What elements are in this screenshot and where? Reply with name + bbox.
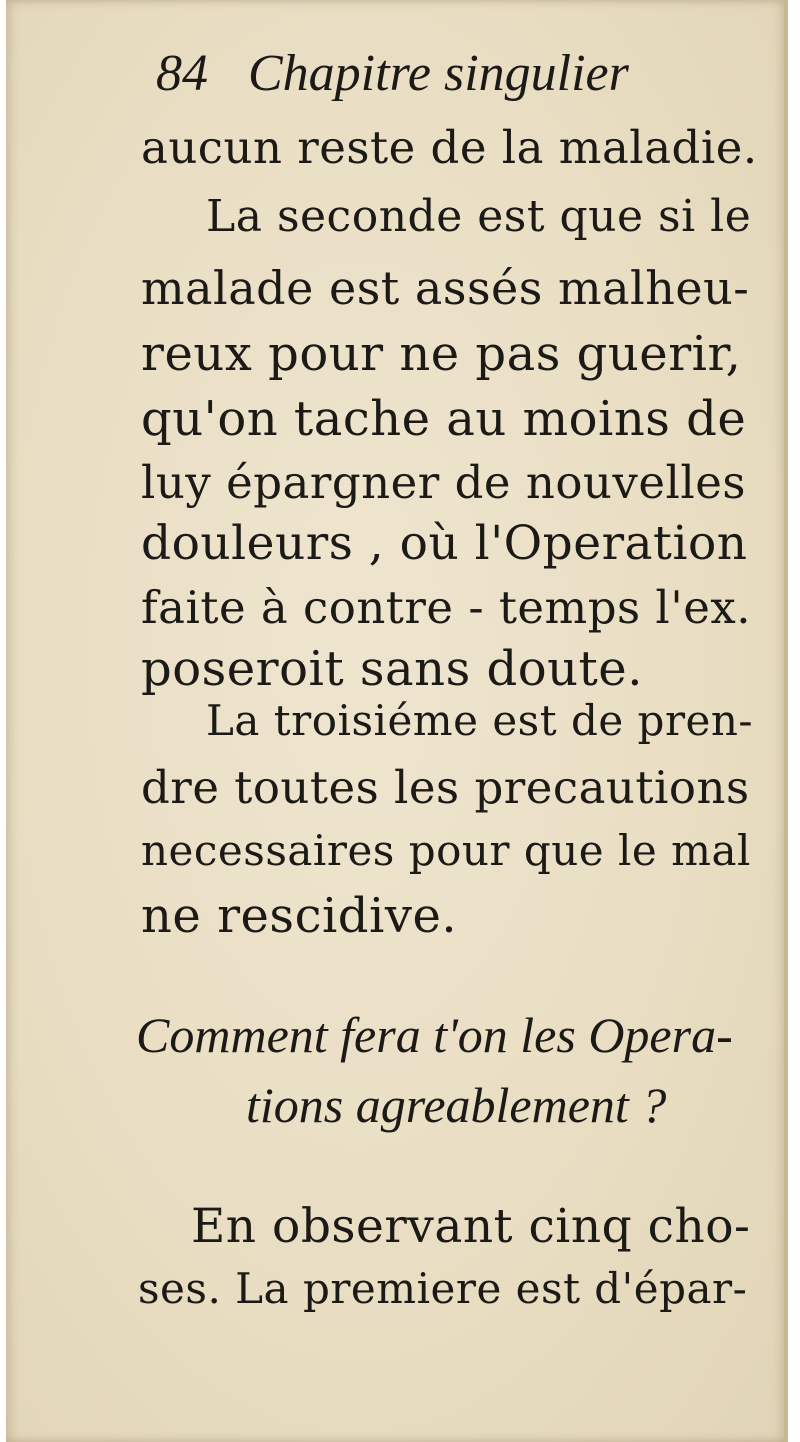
page-edge: [784, 0, 788, 1442]
question-heading-line: tions agreablement ?: [246, 1077, 667, 1133]
text-line: poseroit sans doute.: [141, 641, 643, 697]
text-line: qu'on tache au moins de: [141, 391, 747, 447]
text-line: malade est assés malheu-: [141, 261, 750, 315]
text-line: douleurs , où l'Operation: [141, 516, 748, 571]
text-line: La seconde est que si le: [206, 191, 752, 242]
text-line: La troisiéme est de pren-: [206, 696, 754, 745]
text-line: aucun reste de la maladie.: [141, 121, 758, 174]
text-line: necessaires pour que le mal: [141, 826, 751, 875]
text-line: faite à contre - temps l'ex.: [141, 581, 752, 634]
text-line: En observant cinq cho-: [191, 1199, 751, 1254]
text-line: ne rescidive.: [141, 888, 458, 944]
running-title: Chapitre singulier: [248, 45, 629, 102]
text-line: luy épargner de nouvelles: [141, 456, 746, 509]
page-number: 84: [156, 45, 208, 102]
text-line: ses. La premiere est d'épar-: [138, 1264, 748, 1313]
text-line: dre toutes les precautions: [141, 761, 750, 814]
question-heading-line: Comment fera t'on les Opera-: [136, 1007, 733, 1063]
book-page: [6, 0, 788, 1442]
running-header: [156, 45, 629, 102]
text-line: reux pour ne pas guerir,: [141, 326, 742, 382]
